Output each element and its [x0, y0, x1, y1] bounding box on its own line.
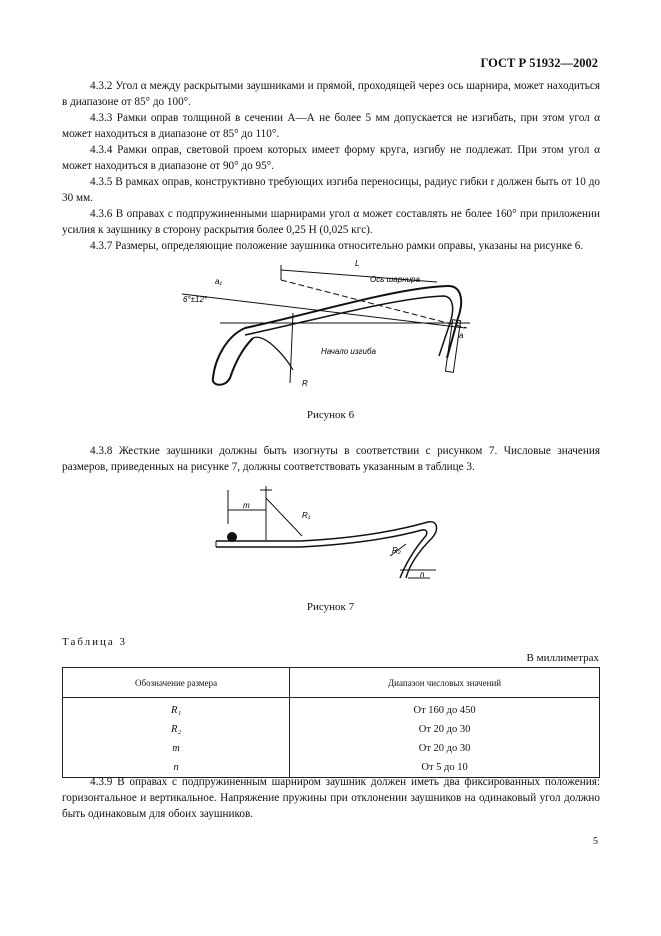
paragraph-4-3-4: 4.3.4 Рамки оправ, световой проем которых имеет форму круга, изгибу не подлежат. При этом угол α может находиться в диапазоне от 90° до 95°. [62, 144, 600, 173]
figure-7-caption: Рисунок 7 [306, 601, 355, 613]
figure-6-caption: Рисунок 6 [306, 409, 355, 421]
table-cell-symbol: R₁ [63, 698, 290, 721]
table-cell-symbol: m [63, 739, 290, 758]
page-number: 5 [593, 836, 598, 847]
table-header-designation: Обозначение размера [63, 668, 290, 698]
table-3 [62, 667, 600, 778]
table-row [63, 739, 600, 758]
label-R2: R₂ [392, 546, 401, 555]
paragraph-4-3-5: 4.3.5 В рамках оправ, конструктивно требующих изгиба переносицы, радиус гибки r должен быть от 10 до 30 мм. [62, 176, 600, 205]
label-R1: R₁ [302, 511, 311, 520]
label-n: n [420, 570, 425, 579]
label-a: a [459, 331, 464, 340]
table-cell-range: От 20 до 30 [290, 720, 600, 739]
paragraph-4-3-6: 4.3.6 В оправах с подпружиненными шарнирами угол α может составлять не более 160° при приложении усилия к заушнику в сторону раскрытия более 0,25 Н (0,025 кгс). [62, 208, 600, 237]
temple-curve [213, 328, 253, 385]
bend-line [253, 337, 293, 370]
label-R: R [302, 379, 308, 388]
label-bend-start: Начало изгиба [321, 347, 376, 356]
table-cell-range: От 20 до 30 [290, 739, 600, 758]
radius-line-R1 [266, 498, 302, 536]
label-angle: 6°±12° [183, 295, 208, 304]
table-cell-range: От 160 до 450 [290, 698, 600, 721]
paragraph-4-3-9: 4.3.9 В оправах с подпружиненным шарниром заушник должен иметь два фиксированных положения: горизонтальное и вертикальное. Напряжение пружины при отклонении заушников на одинаковый угол должно быть одинаковым для обоих заушников. [62, 776, 600, 821]
figure-6-drawing [175, 258, 485, 396]
table-cell-range: От 5 до 10 [290, 758, 600, 778]
table-units: В миллиметрах [526, 652, 599, 664]
table-title: Таблица 3 [62, 636, 128, 648]
table-header-range: Диапазон числовых значений [290, 668, 600, 698]
table-row [63, 698, 600, 721]
label-hinge-axis: Ось шарнира [370, 275, 420, 284]
label-m: m [243, 501, 250, 510]
label-a1: a₁ [215, 277, 222, 286]
hinge-point [227, 532, 237, 542]
table-cell-symbol: n [63, 758, 290, 778]
paragraph-4-3-8: 4.3.8 Жесткие заушники должны быть изогнуты в соответствии с рисунком 7. Числовые значения размеров, приведенных на рисунке 7, должны соответствовать указанным в таблице 3. [62, 445, 600, 474]
label-L: L [355, 259, 360, 268]
table-cell-symbol: R₂ [63, 720, 290, 739]
paragraph-4-3-3: 4.3.3 Рамки оправ толщиной в сечении А—А не более 5 мм допускается не изгибать, при этом угол α может находиться в диапазоне от 85° до 110°. [62, 112, 600, 141]
figure-7-drawing [210, 478, 450, 590]
table-row [63, 720, 600, 739]
paragraph-4-3-7: 4.3.7 Размеры, определяющие положение заушника относительно рамки оправы, указаны на рисунке 6. [90, 240, 584, 252]
document-header: ГОСТ Р 51932—2002 [480, 56, 598, 70]
paragraph-4-3-2: 4.3.2 Угол α между раскрытыми заушниками и прямой, проходящей через ось шарнира, может находиться в диапазоне от 85° до 100°. [62, 80, 600, 109]
